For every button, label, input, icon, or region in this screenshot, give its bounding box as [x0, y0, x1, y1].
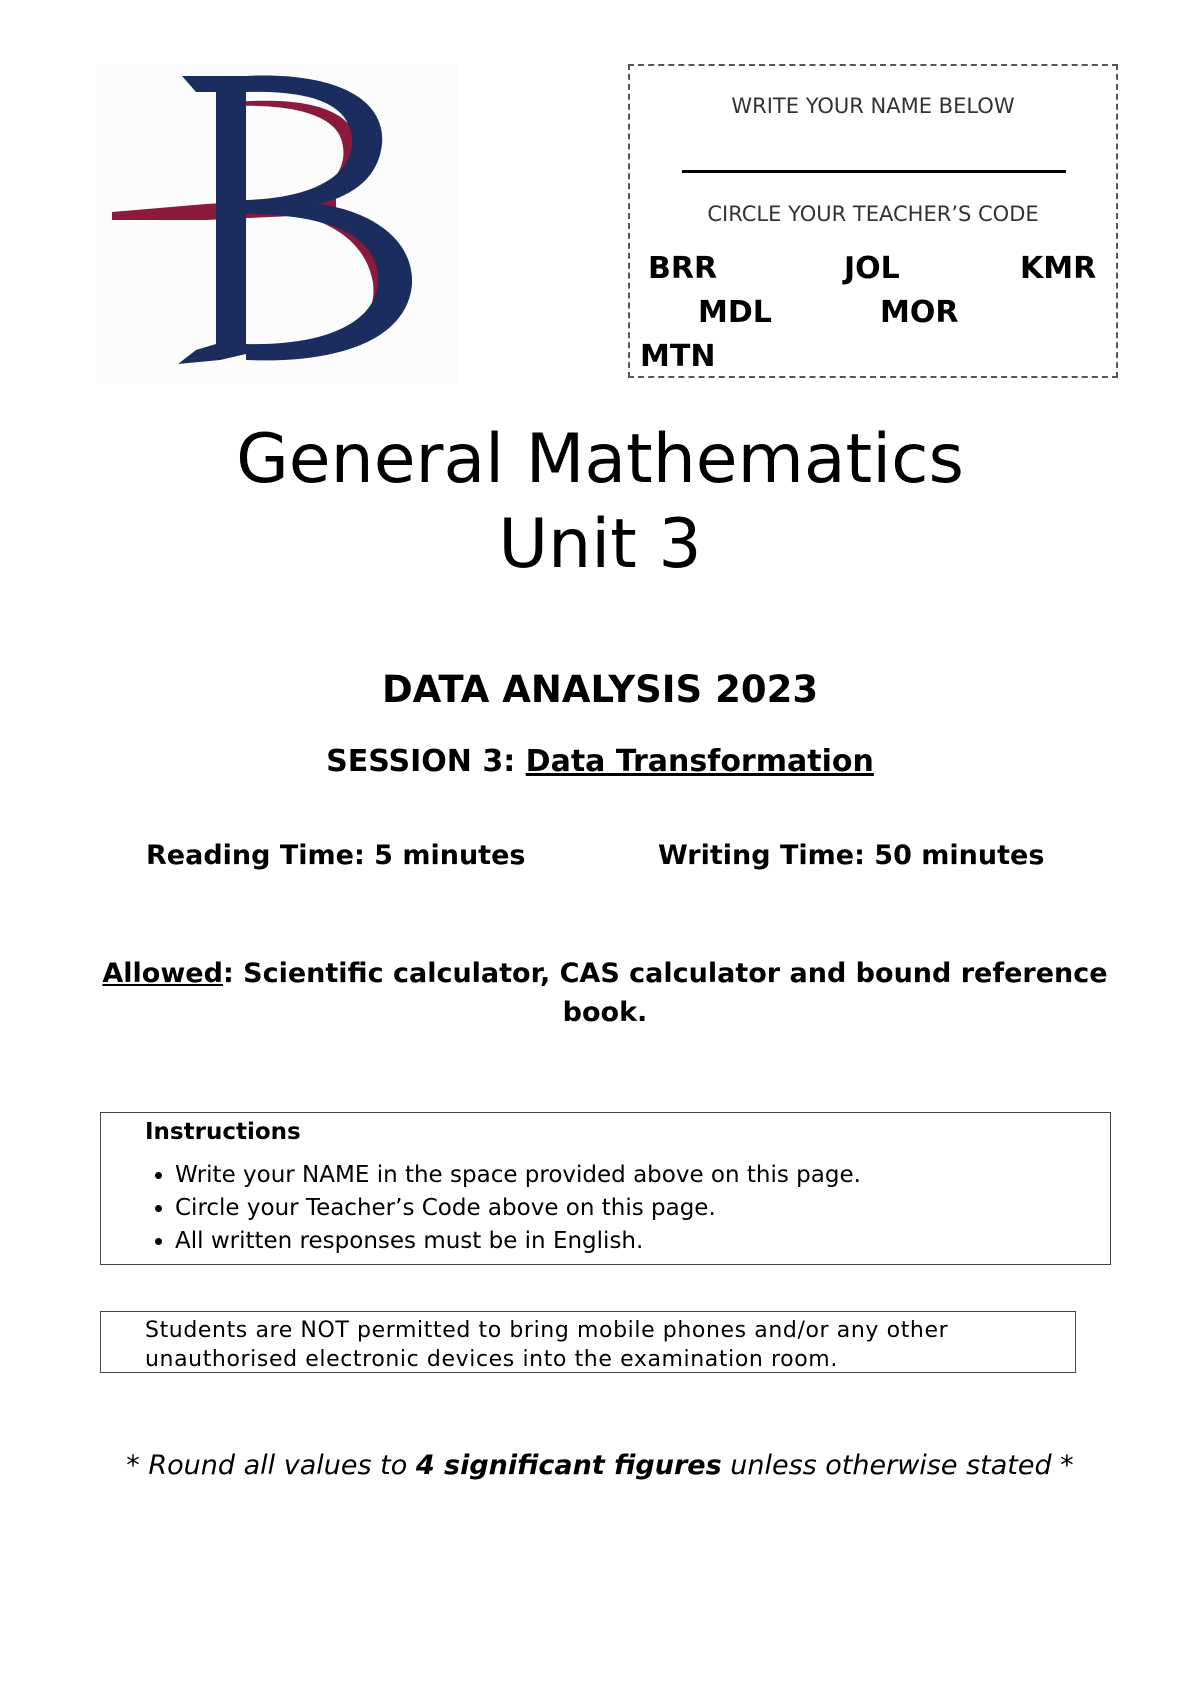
allowed-text: : Scientific calculator, CAS calculator and bound reference book. [222, 958, 1108, 1028]
subject-heading: DATA ANALYSIS 2023 [381, 668, 819, 711]
allowed-label: Allowed [102, 958, 223, 989]
allowed-materials [60, 954, 1150, 1032]
teacher-code-option[interactable]: JOL [844, 251, 900, 286]
instruction-item: • Circle your Teacher’s Code above on this page. [175, 1192, 861, 1225]
teacher-code-option[interactable]: MTN [640, 339, 716, 374]
session-prefix: SESSION 3: [326, 744, 526, 779]
device-warning-text: Students are NOT permitted to bring mobile phones and/or any other unauthorised electronic devices into the examination room. [145, 1318, 949, 1372]
name-and-teacher-code-box [628, 64, 1118, 378]
name-entry-line[interactable] [682, 170, 1066, 173]
rounding-post: unless otherwise stated * [721, 1450, 1074, 1481]
instruction-item: • All written responses must be in English. [175, 1225, 861, 1258]
document-unit: Unit 3 [498, 505, 702, 584]
teacher-code-option[interactable]: KMR [1020, 251, 1097, 286]
instructions-heading: Instructions [145, 1119, 301, 1145]
instruction-item: • Write your NAME in the space provided above on this page. [175, 1159, 861, 1192]
school-logo [96, 64, 458, 384]
instructions-list [145, 1159, 861, 1258]
document-title: General Mathematics [236, 420, 964, 499]
writing-time: Writing Time: 50 minutes [658, 840, 1045, 871]
write-name-label: WRITE YOUR NAME BELOW [731, 94, 1015, 118]
rounding-pre: * Round all values to [126, 1450, 416, 1481]
circle-teacher-code-label: CIRCLE YOUR TEACHER’S CODE [707, 202, 1039, 226]
rounding-note [0, 1450, 1200, 1481]
teacher-code-option[interactable]: MOR [880, 295, 959, 330]
session-topic: Data Transformation [525, 744, 874, 779]
session-heading [0, 744, 1200, 779]
teacher-code-option[interactable]: BRR [648, 251, 718, 286]
instructions-box [100, 1112, 1111, 1265]
reading-time: Reading Time: 5 minutes [146, 840, 526, 871]
device-warning-box [100, 1311, 1076, 1373]
teacher-code-option[interactable]: MDL [698, 295, 772, 330]
rounding-emphasis: 4 significant figures [415, 1450, 722, 1481]
